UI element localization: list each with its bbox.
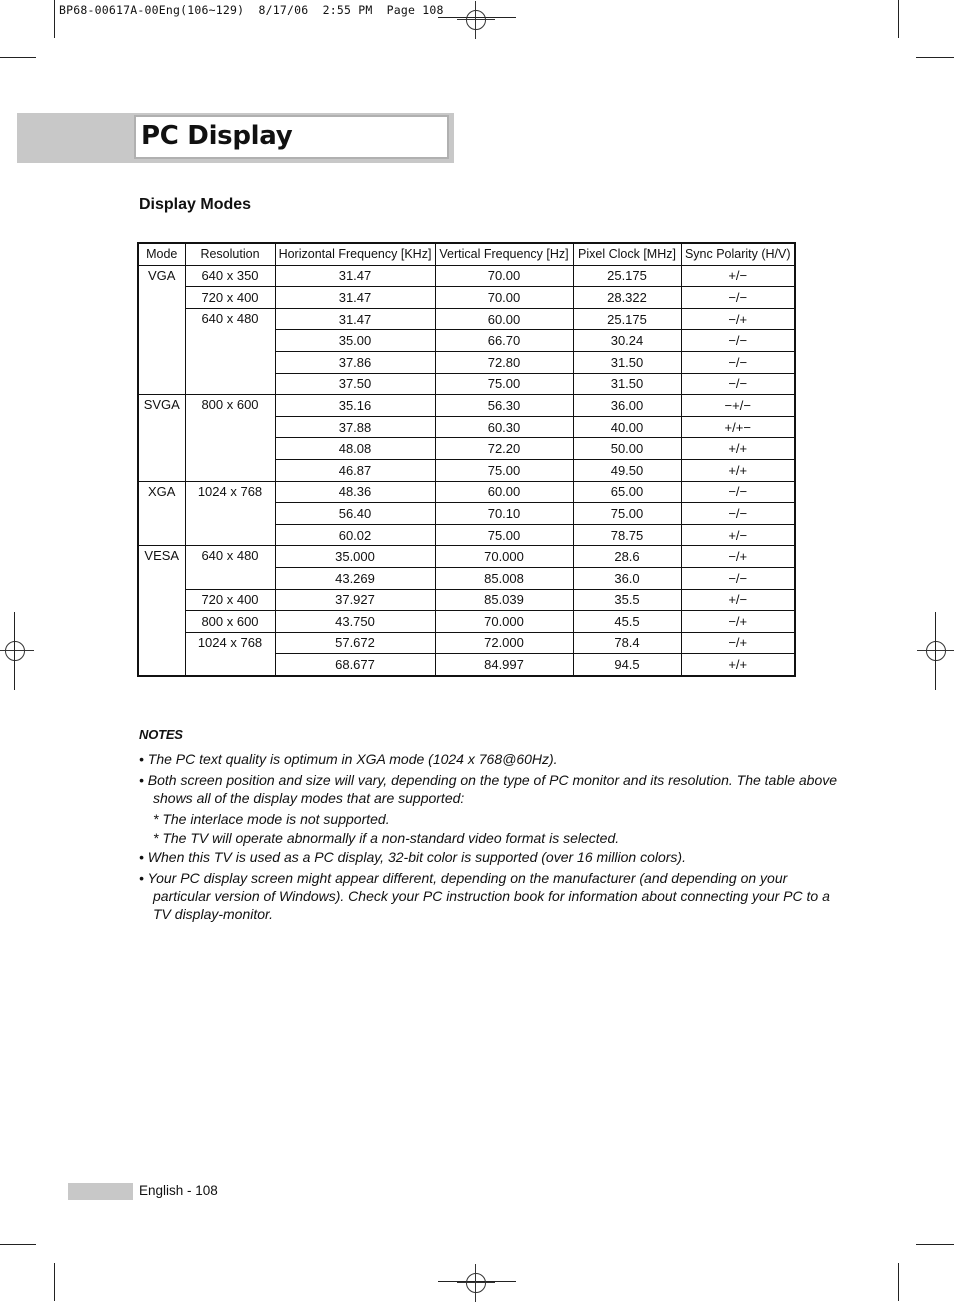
registration-mark-icon	[466, 1273, 486, 1293]
sync-polarity-cell: −/−	[681, 287, 795, 309]
table-row	[138, 589, 795, 611]
table-row	[138, 308, 795, 330]
column-header-pixel-clock: Pixel Clock [MHz]	[573, 243, 681, 265]
table-row	[138, 611, 795, 633]
sync-polarity-cell: +/−	[681, 524, 795, 546]
resolution-cell: 720 x 400	[185, 589, 275, 611]
vertical-frequency-cell: 56.30	[435, 395, 573, 417]
vertical-frequency-cell: 75.00	[435, 524, 573, 546]
resolution-cell: 640 x 480	[185, 546, 275, 589]
horizontal-frequency-cell: 31.47	[275, 287, 435, 309]
registration-mark-icon	[466, 10, 486, 30]
horizontal-frequency-cell: 68.677	[275, 654, 435, 676]
sync-polarity-cell: +/−	[681, 265, 795, 287]
note-item: • Both screen position and size will vary, depending on the type of PC monitor and its resolution. The table above shows all of the display modes that are supported:	[139, 772, 838, 806]
crop-mark	[0, 57, 36, 58]
pixel-clock-cell: 36.00	[573, 395, 681, 417]
note-item: • When this TV is used as a PC display, 32-bit color is supported (over 16 million colors).	[139, 849, 686, 865]
pixel-clock-cell: 31.50	[573, 373, 681, 395]
table-body	[138, 265, 795, 676]
sync-polarity-cell: −+/−	[681, 395, 795, 417]
pixel-clock-cell: 78.4	[573, 632, 681, 654]
title-box	[134, 115, 449, 159]
sync-polarity-cell: +/−	[681, 589, 795, 611]
crop-mark	[54, 0, 55, 38]
horizontal-frequency-cell: 37.88	[275, 416, 435, 438]
pixel-clock-cell: 78.75	[573, 524, 681, 546]
vertical-frequency-cell: 60.00	[435, 481, 573, 503]
horizontal-frequency-cell: 48.36	[275, 481, 435, 503]
pixel-clock-cell: 30.24	[573, 330, 681, 352]
sync-polarity-cell: +/+	[681, 459, 795, 481]
table-row	[138, 632, 795, 654]
pixel-clock-cell: 28.6	[573, 546, 681, 568]
sync-polarity-cell: +/+−	[681, 416, 795, 438]
vertical-frequency-cell: 75.00	[435, 373, 573, 395]
vertical-frequency-cell: 70.000	[435, 546, 573, 568]
sync-polarity-cell: −/−	[681, 373, 795, 395]
crop-mark	[898, 1263, 899, 1301]
horizontal-frequency-cell: 31.47	[275, 308, 435, 330]
table-row	[138, 546, 795, 568]
vertical-frequency-cell: 60.30	[435, 416, 573, 438]
page-title: PC Display	[141, 121, 293, 151]
vertical-frequency-cell: 70.00	[435, 287, 573, 309]
crop-mark	[14, 612, 15, 690]
footer-bar	[68, 1183, 133, 1200]
horizontal-frequency-cell: 60.02	[275, 524, 435, 546]
pixel-clock-cell: 31.50	[573, 351, 681, 373]
table-header-row	[138, 243, 795, 265]
resolution-cell: 640 x 350	[185, 265, 275, 287]
vertical-frequency-cell: 72.20	[435, 438, 573, 460]
column-header-vertical-frequency: Vertical Frequency [Hz]	[435, 243, 573, 265]
pixel-clock-cell: 49.50	[573, 459, 681, 481]
mode-cell: VGA	[138, 265, 185, 395]
page-number: English - 108	[139, 1183, 218, 1198]
print-header: BP68-00617A-00Eng(106~129) 8/17/06 2:55 PM Page 108	[59, 3, 444, 17]
crop-mark	[916, 1244, 954, 1245]
sync-polarity-cell: +/+	[681, 654, 795, 676]
sync-polarity-cell: −/+	[681, 611, 795, 633]
sync-polarity-cell: +/+	[681, 438, 795, 460]
vertical-frequency-cell: 70.000	[435, 611, 573, 633]
note-subitem: * The interlace mode is not supported.	[153, 811, 390, 827]
resolution-cell: 1024 x 768	[185, 632, 275, 676]
crop-mark	[916, 57, 954, 58]
pixel-clock-cell: 25.175	[573, 308, 681, 330]
sync-polarity-cell: −/−	[681, 351, 795, 373]
horizontal-frequency-cell: 35.00	[275, 330, 435, 352]
vertical-frequency-cell: 85.008	[435, 567, 573, 589]
column-header-sync-polarity: Sync Polarity (H/V)	[681, 243, 795, 265]
vertical-frequency-cell: 70.10	[435, 503, 573, 525]
column-header-horizontal-frequency: Horizontal Frequency [KHz]	[275, 243, 435, 265]
horizontal-frequency-cell: 37.86	[275, 351, 435, 373]
crop-mark	[54, 1263, 55, 1301]
resolution-cell: 800 x 600	[185, 395, 275, 481]
sync-polarity-cell: −/−	[681, 567, 795, 589]
vertical-frequency-cell: 60.00	[435, 308, 573, 330]
mode-cell: SVGA	[138, 395, 185, 481]
sync-polarity-cell: −/+	[681, 632, 795, 654]
pixel-clock-cell: 65.00	[573, 481, 681, 503]
horizontal-frequency-cell: 31.47	[275, 265, 435, 287]
vertical-frequency-cell: 84.997	[435, 654, 573, 676]
table-row	[138, 481, 795, 503]
pixel-clock-cell: 25.175	[573, 265, 681, 287]
registration-mark-icon	[5, 641, 25, 661]
pixel-clock-cell: 75.00	[573, 503, 681, 525]
pixel-clock-cell: 45.5	[573, 611, 681, 633]
note-subitem: * The TV will operate abnormally if a non-standard video format is selected.	[153, 830, 620, 846]
vertical-frequency-cell: 75.00	[435, 459, 573, 481]
horizontal-frequency-cell: 35.16	[275, 395, 435, 417]
section-title: Display Modes	[139, 196, 252, 213]
notes-list	[139, 750, 839, 923]
horizontal-frequency-cell: 56.40	[275, 503, 435, 525]
horizontal-frequency-cell: 46.87	[275, 459, 435, 481]
horizontal-frequency-cell: 43.750	[275, 611, 435, 633]
horizontal-frequency-cell: 43.269	[275, 567, 435, 589]
sync-polarity-cell: −/−	[681, 503, 795, 525]
pixel-clock-cell: 35.5	[573, 589, 681, 611]
horizontal-frequency-cell: 37.50	[275, 373, 435, 395]
mode-cell: VESA	[138, 546, 185, 676]
resolution-cell: 800 x 600	[185, 611, 275, 633]
sync-polarity-cell: −/+	[681, 546, 795, 568]
column-header-mode: Mode	[138, 243, 185, 265]
vertical-frequency-cell: 66.70	[435, 330, 573, 352]
pixel-clock-cell: 28.322	[573, 287, 681, 309]
sync-polarity-cell: −/+	[681, 308, 795, 330]
vertical-frequency-cell: 70.00	[435, 265, 573, 287]
table-row	[138, 265, 795, 287]
crop-mark	[0, 1244, 36, 1245]
horizontal-frequency-cell: 35.000	[275, 546, 435, 568]
pixel-clock-cell: 36.0	[573, 567, 681, 589]
resolution-cell: 640 x 480	[185, 308, 275, 394]
resolution-cell: 1024 x 768	[185, 481, 275, 546]
horizontal-frequency-cell: 37.927	[275, 589, 435, 611]
resolution-cell: 720 x 400	[185, 287, 275, 309]
horizontal-frequency-cell: 57.672	[275, 632, 435, 654]
pixel-clock-cell: 94.5	[573, 654, 681, 676]
mode-cell: XGA	[138, 481, 185, 546]
table-row	[138, 395, 795, 417]
note-item: • The PC text quality is optimum in XGA mode (1024 x 768@60Hz).	[139, 751, 558, 767]
notes-title: NOTES	[139, 727, 183, 742]
sync-polarity-cell: −/−	[681, 481, 795, 503]
column-header-resolution: Resolution	[185, 243, 275, 265]
table-row	[138, 287, 795, 309]
vertical-frequency-cell: 72.80	[435, 351, 573, 373]
notes-section	[139, 726, 839, 926]
display-modes-table	[137, 242, 796, 677]
vertical-frequency-cell: 85.039	[435, 589, 573, 611]
registration-mark-icon	[926, 641, 946, 661]
vertical-frequency-cell: 72.000	[435, 632, 573, 654]
note-item: • Your PC display screen might appear different, depending on the manufacturer (and depending on your particular version of Windows). Check your PC instruction book for information about connecting your PC to a TV display-monitor.	[139, 870, 830, 922]
sync-polarity-cell: −/−	[681, 330, 795, 352]
pixel-clock-cell: 50.00	[573, 438, 681, 460]
crop-mark	[935, 612, 936, 690]
pixel-clock-cell: 40.00	[573, 416, 681, 438]
horizontal-frequency-cell: 48.08	[275, 438, 435, 460]
crop-mark	[898, 0, 899, 38]
